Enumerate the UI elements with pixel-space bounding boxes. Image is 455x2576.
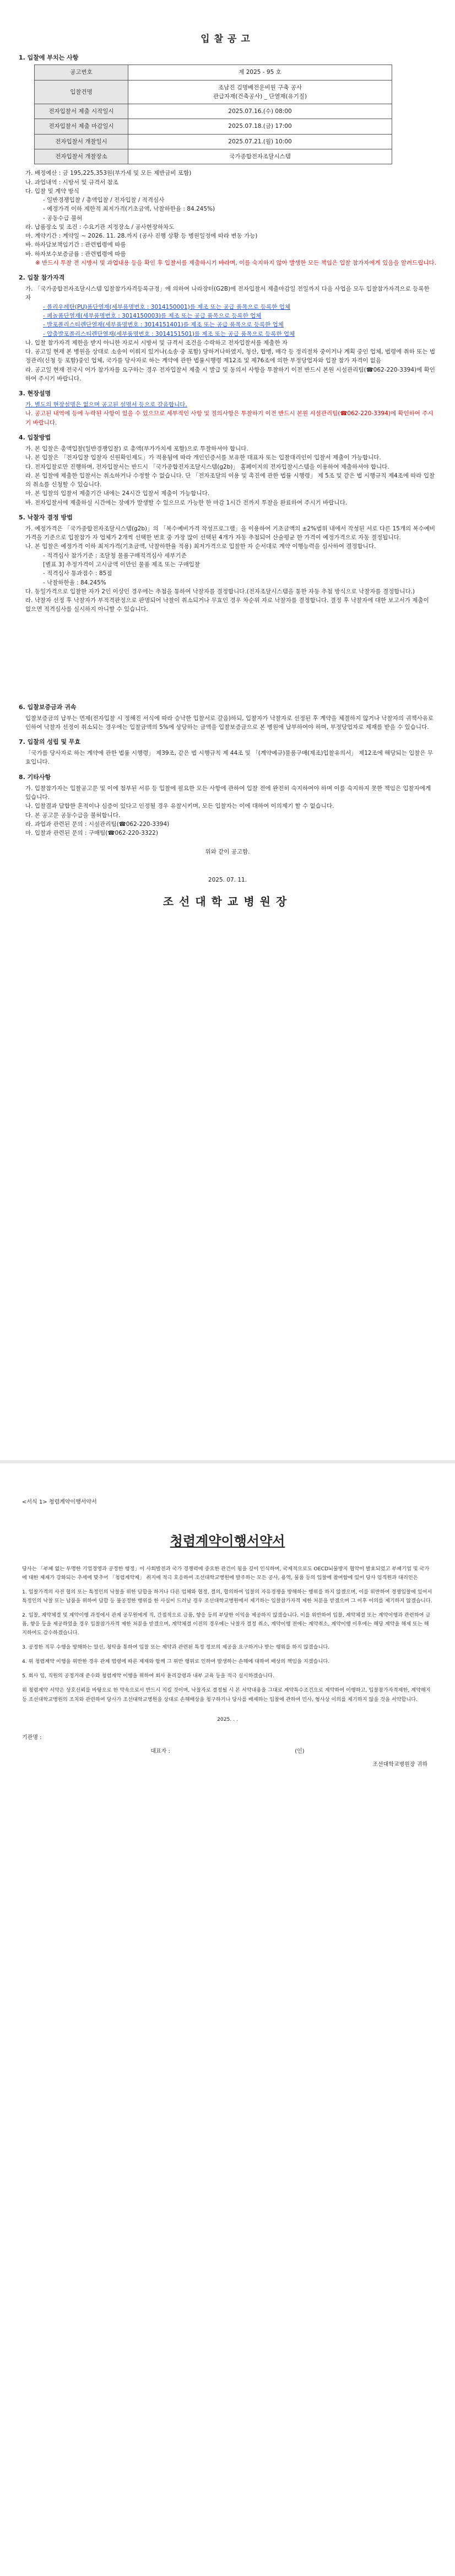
list-item: [별표 3] 추정가격이 고시금액 이만인 물품 제조 또는 구매입찰 [43,561,201,568]
list-item: 마. 계약기간 : 계약일 ~ 2026. 11. 28.까지 (공사 진행 상황 등 병원일정에 따라 변동 가능) [25,233,258,240]
form-paragraph: 1. 입찰가격의 사전 협의 또는 특정인의 낙찰을 위한 담합을 하거나 다른 업체와 협정, 결의, 합의하여 입찰의 자유경쟁을 방해하는 행위를 하지 않겠으며, 이를 위반하여 경쟁입찰에 있어서 특정인의 낙찰 또는 납품을 위하여 담합 등 불공정한 행위를 한 사실이 드러날 경우 조선대학교병원에서 제기하는 입찰참가자격 제한 처분을 받겠으며 그 이후 이의를 제기하지 않겠습니다. [22,1588,432,1604]
list-item: - 적격심사 참가기준 : 조달청 물품구매적격심사 세부기준 [43,552,187,559]
list-item: - 일반경쟁입찰 / 총액입찰 / 전자입찰 / 적격심사 [43,197,165,204]
list-item: 나. 입찰결과 담합한 혼적이나 심증이 있다고 인정될 경우 유찰시키며, 모든 입찰자는 이에 대하여 이의제기 할 수 없습니다. [25,803,334,810]
section-4-items [19,444,436,507]
list-item: 가. 별도의 현장설명은 없으며 공고된 설명서 등으로 갈음합니다. [25,401,187,409]
bid-info-table [34,65,392,164]
info-row [35,80,392,104]
representative-label: 대표자 : [150,1748,170,1755]
form-paragraph: 5. 회사 임, 직원의 공정거래 준수와 청렴계약 이행을 위하여 회사 윤리강령과 내부 교육 등을 적극 실시하겠습니다. [22,1673,274,1679]
list-item: 라. 낙찰자 선정 후 낙찰자가 부적격판정으로 판명되어 낙찰이 취소되거나 무효인 경우 차순위 자로 낙찰자를 결정합니다. 결정 후 낙찰자에 대한 보고서가 제출이 없으면 적격심사를 실시하지 아니할 수 있습니다. [25,597,429,613]
list-item: 나. 본 입찰은 「전자입찰 입찰자 신원확인제도」가 적용됨에 따라 개인인증서를 보유한 대표자 또는 입찰대리인이 입찰서 제출이 가능합니다. [25,454,381,461]
notice-title: 입찰공고 [201,34,254,45]
section-2-heading: 2. 입찰 참가자격 [19,274,65,282]
info-key: 전자입찰서 제출 마감일시 [35,119,128,134]
section-3-items [19,400,436,427]
list-item: - 낙찰하한율 : 84.245% [43,579,106,586]
section-2-items [19,285,436,383]
info-key: 공고번호 [35,65,128,80]
list-item: 라. 본 입찰에 제출한 입찰서는 취소하거나 수정할 수 없습니다. 단 「전자조달의 이용 및 촉진에 관한 법률 시행령」 제 5조 및 같은 법 시행규칙 제4조에 따라 입찰의 취소를 신청할 수 있습니다. [25,472,435,489]
info-value: 조남진 김명배전운비원 구축 공사 관급자재(건축공사) _ 단열재(유기질) [128,80,392,104]
list-item: 라. 납품장소 및 조건 : 수요기관 지정장소 / 공사현장하차도 [25,223,175,230]
list-item: 바. 하자보수보증금률 : 관련법령에 따름 [25,250,126,257]
list-item: 가. 「국가종합전자조달시스템 입찰참가자격등록규정」에 의하여 나라장터(G2B)에 전자입찰서 제출마감일 전일까지 다음 사업을 모두 입찰참가자격으로 등록한 자 [25,286,430,302]
list-item: - 폴리우레탄(PU)폼단열재(세부품명번호 : 3014150001)를 제조 또는 공급 품목으로 등록한 업체 [43,303,291,310]
info-key: 전자입찰서 제출 시작일시 [35,104,128,119]
list-item: 가. 예정가격은 「국가종합전자조달시스템(g2b)」의 「복수예비가격 작성프로그램」을 이용하여 기초금액의 ±2%범위 내에서 작성된 서로 다른 15개의 복수예비가격을 기준으로 입찰참가 자 업체가 2개씩 선택한 번호 중 가장 많이 선택된 4개가 자동 추첨되어 산술평균 한 가격이 예정가격으로 자동 결정됩니다. [25,525,436,541]
info-value: 2025.07.16.(수) 08:00 [128,104,392,119]
info-row [35,149,392,164]
list-item: 가. 본 입찰은 총액입찰(일반경쟁입찰) 로 총액(부가가치세 포함)으로 투찰하셔야 합니다. [25,446,248,453]
list-item: 가. 입찰참가자는 입찰공고문 및 이에 첨부된 서류 등 입찰에 필요한 모든 사항에 관하여 입찰 전에 완전히 숙지하여야 하며 이를 숙지하지 못한 책임은 입찰자에게 있습니다. [25,785,431,801]
institution-line: 기관명 : [22,1734,42,1741]
form-paragraph: 당사는 「부패 없는 투명한 기업경영과 공정한 행정」이 사회발전과 국가 경쟁력에 중요한 관건이 됨을 깊이 인식하며, 국제적으로도 OECD뇌물방지 협약이 발효되었고 부패기업 및 국가에 대한 제재가 강화되는 추세에 맞추어 「청렴계약제」 취지에 적극 호응하여 조선대학교병원에 발주하는 모든 공사, 용역, 물품 등의 입찰에 참여함에 있어 당사 임직원과 대리인은 [22,1565,430,1581]
info-value: 2025.07.21.(월) 10:00 [128,134,392,149]
list-item: - 예정가격 이하 제한적 최저가격(기초금액, 낙찰하한율 : 84.245%) [43,206,215,213]
list-item: 라. 공고일 현재 전국시 어가 참가자를 요구하는 경우 전자입찰서 제출 시 발급 및 동의서 사항을 투찰하기 이전 반드시 본원 시설관리팀(☎062-220-3394)에 확인하여 주시기 바랍니다. [25,366,435,382]
section-6-items [19,714,436,732]
list-item: 다. 전자입찰로만 진행하며, 전자입찰서는 반드시 「국가종합전자조달시스템(g2b)」 홈페이지의 전자입찰시스템을 이용하여 제출하셔야 합니다. [25,463,389,470]
section-1-items [19,169,436,259]
list-item: - 발포폴리스티렌단열재(세부품명번호 : 3014151401)를 제조 또는 공급 품목으로 등록한 업체 [43,321,284,329]
section-5-items [19,524,436,614]
list-item: 다. 공고일 현재 본 병원을 상대로 소송이 이뤄지 있거나(소송 중 포함) 당하거나하였지, 청산, 합병, 매각 등 정리절차 중이거나 계획 중인 업체, 법령에 취하 또는 법정관리(신청 등 포함)중인 업체, 국가를 당사자로 하는 계약에 관한 법률시행령 제12조 및 제76조에 의한 부정당업자와 입찰 참가 자격이 없음 [25,348,435,364]
list-item: 나. 과업내역 : 시방서 및 규격서 참조 [25,179,118,186]
form-paragraph: 2. 입찰, 계약체결 및 계약이행 과정에서 관계 공무원에게 직, 간접적으로 금품, 향응 등의 부당한 이익을 제공하지 않겠습니다. 이를 위반하여 입찰, 계약체결 또는 계약이행과 관련하여 금품, 향응 등을 제공하였을 경우 입찰참가자격 제한 처분을 받겠으며, 계약체결 이전의 경우에는 낙찰자 결정 취소, 계약이행 전에는 계약취소, 계약이행 이후에는 해당 계약을 해제 또는 해지하여도 감수하겠습니다. [22,1612,431,1636]
form-label: <서식 1> 청렴계약이행서약서 [22,1499,97,1505]
info-row [35,134,392,149]
form-paragraph: 3. 공정한 직무 수행을 방해하는 알선, 청탁을 통하여 입찰 또는 계약과 관련된 특정 정보의 제공을 요구하거나 받는 행위를 하지 않겠습니다. [22,1644,330,1651]
notice-date: 2025. 07. 11. [208,876,247,883]
list-item: 다. 입찰 및 계약 방식 [25,187,79,195]
form-paragraphs [22,1565,433,1704]
list-item: - 페놀폼단열재(세부품명번호 : 3014150003)를 제조 또는 공급 품목으로 등록한 업체 [43,313,262,320]
list-item: 나. 공고된 내역에 등에 누락된 사항이 있을 수 있으므로 세부적인 사항 및 질의사항은 투찰하기 이전 반드시 본원 시설관리팀(☎062-220-3394)에 확인하여 주시기 바랍니다. [25,410,434,426]
form-date: 2025. . . [217,1716,238,1722]
form-paragraph: 위 청렴계약 서약은 상호신뢰를 바탕으로 한 약속으로서 반드시 지킬 것이며, 낙찰자로 결정될 시 본 서약내용을 그대로 계약특수조건으로 계약하여 이행하고, 입찰참가자격제한, 계약해지 등 조선대학교병원의 조치와 관련하여 당사가 조선대학교병원을 상대로 손해배상을 청구하거나 당사를 배제하는 입찰에 관하여 민사, 형사상 이의를 제기하지 않을 것을 서약합니다. [22,1687,431,1703]
list-item: - 공동수급 불허 [43,214,83,222]
list-item: 나. 입찰 참가자격 제한을 받지 아니한 자로서 시방서 및 규격서 조건을 수락하고 전자입찰서를 제출한 자 [25,339,288,346]
section-divider [0,1460,455,1463]
list-item: 마. 본 입찰의 입찰서 제출기간 내에는 24시간 입찰서 제출이 가능합니다. [25,490,210,497]
section-3-heading: 3. 현장설명 [19,390,51,398]
list-item: 바. 전자입찰서에 제출하실 시간에는 장애가 발생할 수 있으므로 가능한 한 마감 1시간 전까지 투찰을 완료하여 주시기 바랍니다. [25,499,348,506]
list-item: 「국가를 당사자로 하는 계약에 관한 법률 시행령」 제39조, 같은 법 시행규칙 제 44조 및 「(계약예규)물품구매(제조)입찰유의서」 제12조에 해당되는 입찰은 무효입니다. [25,750,434,766]
info-key: 입찰건명 [35,80,128,104]
list-item: 입찰보증금의 납부는 면제(전자입찰 시 정해진 서식에 따라 승낙한 입찰서로 갈음)하되, 입찰자가 낙찰자로 선정된 후 계약을 체결하지 않거나 낙찰자의 귀책사유로 인하여 낙찰자 선정이 취소되는 경우에는 입찰금액의 5%에 상당하는 금액을 입찰보증금으로 본 병원에 납부하여야 하며, 부정당업자로 제재를 받을 수 있습니다. [25,715,434,731]
section-8-items [19,784,436,838]
section-7-heading: 7. 입찰의 성립 및 무효 [19,738,81,746]
form-title: 청렴계약이행서약서 [170,1533,285,1549]
closing-text: 위와 같이 공고함. [205,849,250,856]
section-8-heading: 8. 기타사항 [19,773,51,781]
info-row [35,65,392,80]
info-value: 2025.07.18.(금) 17:00 [128,119,392,134]
list-item: 나. 본 입찰은 예정가격 이하 최저가격(기초금액, 낙찰하한율 적용) 최저가격으로 입찰한 자 순서대로 계약 이행능력을 심사하여 결정합니다. [25,543,376,550]
list-item: 가. 배정예산 : 금 195,225,353원(부가세 및 모든 제반금비 포함) [25,170,192,177]
section-5-heading: 5. 낙찰자 결정 방법 [19,513,73,521]
list-item: 다. 동일가격으로 입찰한 자가 2인 이상인 경우에는 추첨을 통하여 낙찰자를 결정합니다.(전자조달시스템을 통한 자동 추첨 방식으로 낙찰자를 결정합니다.) [25,588,415,595]
section-6-heading: 6. 입찰보증금과 귀속 [19,703,77,711]
list-item: 다. 본 공고문 공동수급을 불허합니다. [25,812,121,819]
list-item: - 압출발포폴리스티렌단열재(세부품명번호 : 3014151501)를 제조 또는 공급 품목으로 등록한 업체 [43,330,295,337]
section-4-heading: 4. 입찰방법 [19,433,51,441]
list-item: 바. 하자담보책임기간 : 관련법령에 따름 [25,242,126,249]
info-row [35,104,392,119]
info-key: 전자입찰서 개찰일시 [35,134,128,149]
integrity-pledge-form [0,1467,455,2576]
section-1-heading: 1. 입찰에 부치는 사항 [19,54,79,62]
info-row [35,119,392,134]
issuer-name: 조선대학교병원장 [162,894,292,908]
warning-note: ※ 반드시 투찰 전 시방서 및 과업내용 등을 확인 후 입찰서를 제출하시기 바라며, 이를 숙지하지 않아 발생한 모든 책임은 입찰 참가자에게 있음을 알려드립니다. [35,259,436,266]
recipient: 조선대학교병원장 귀하 [372,1761,427,1768]
section-7-items [19,749,436,767]
info-value: 제 2025 - 95 호 [128,65,392,80]
list-item: 라. 과업과 관련된 문의 : 시설관리팀(☎062-220-3394) [25,820,170,828]
seal-mark: (인) [295,1748,305,1755]
info-key: 전자입찰서 개찰장소 [35,149,128,164]
list-item: - 적격심사 통과점수 : 85점 [43,570,112,577]
representative-line [22,1747,433,1757]
list-item: 마. 입찰과 관련된 문의 : 구매팀(☎062-220-3322) [25,830,158,837]
form-paragraph: 4. 위 청렴계약 이행을 위반한 경우 관계 법령에 따른 제재와 함께 그 위반 행위로 인하여 발생하는 손해에 대하여 배상의 책임을 지겠습니다. [22,1659,330,1665]
info-value: 국가종합전자조달시스템 [128,149,392,164]
